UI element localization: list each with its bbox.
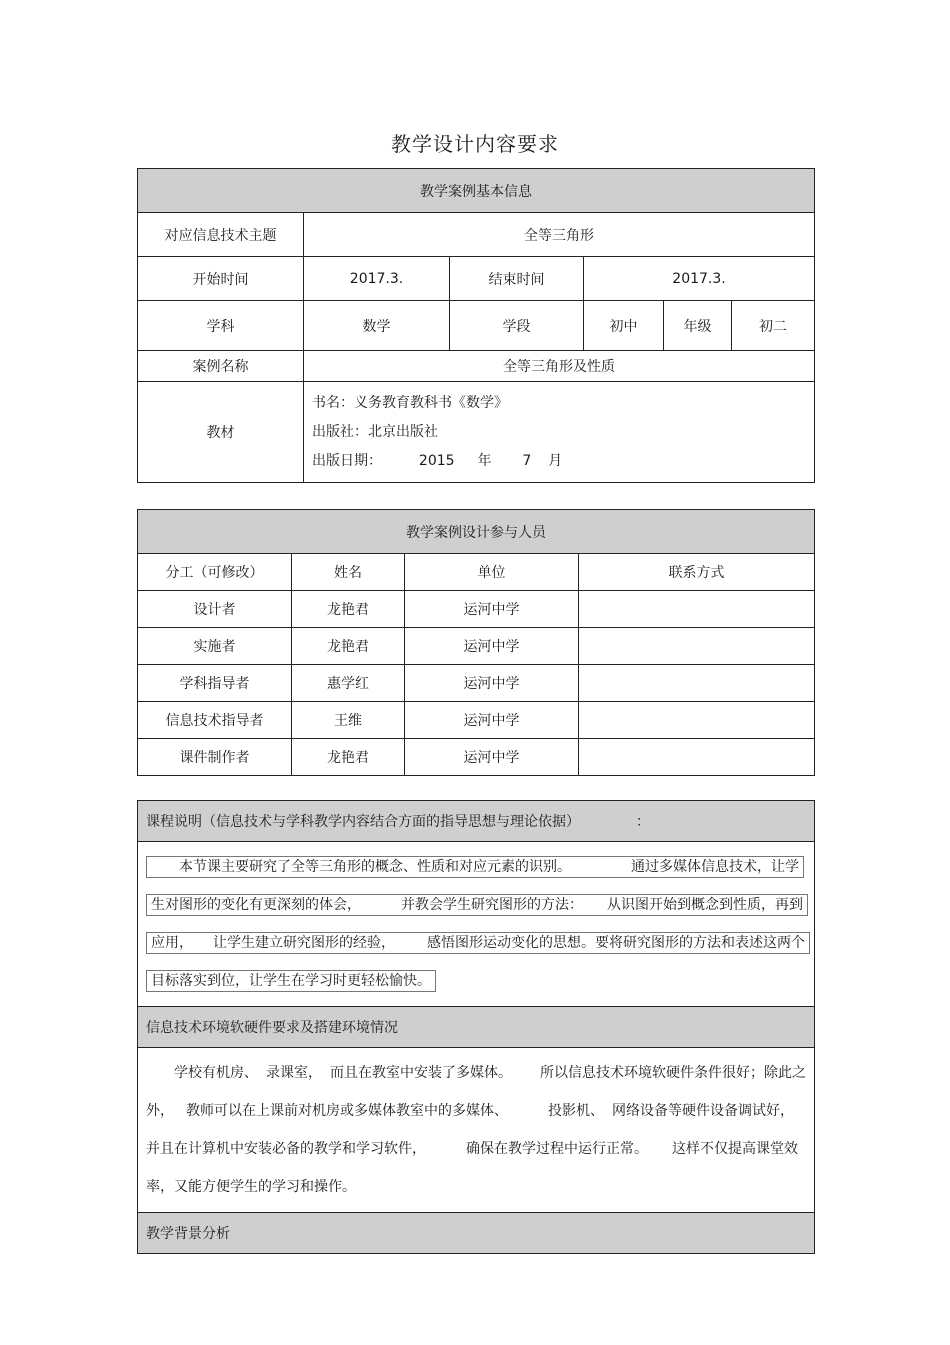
publish-year: 2015 (418, 452, 455, 469)
case-name-label: 案例名称 (138, 351, 304, 382)
teaching-background-header: 教学背景分析 (138, 1213, 815, 1254)
page-title: 教学设计内容要求 (391, 132, 559, 156)
stage-value: 初中 (584, 301, 664, 351)
column-header-unit: 单位 (405, 554, 579, 591)
course-description-text: 本节课主要研究了全等三角形的概念、性质和对应元素的识别。 通过多媒体信息技术，让学生对图形的变化有更深刻的体会， 并教会学生研究图形的方法： 从识图开始到概念到性质，再到应用， 让学生建立研究图形的经验， 感悟图形运动变化的思想。要将研究图形的方法和表述这两个目标落实到位，让学生在学习时更轻松愉快。 (146, 856, 810, 992)
sections-table (137, 800, 815, 1254)
publish-date (312, 447, 814, 476)
course-description-header (138, 801, 815, 842)
table-row (138, 739, 815, 776)
participants-table (137, 509, 815, 776)
column-header-role: 分工（可修改） (138, 554, 292, 591)
role-cell: 学科指导者 (138, 665, 292, 702)
topic-label: 对应信息技术主题 (138, 213, 304, 257)
unit-cell: 运河中学 (405, 591, 579, 628)
year-unit: 年 (477, 452, 492, 469)
column-header-name: 姓名 (292, 554, 405, 591)
contact-cell (579, 591, 815, 628)
grade-label: 年级 (664, 301, 732, 351)
course-description-colon: ： (636, 814, 650, 830)
environment-header: 信息技术环境软硬件要求及搭建环境情况 (138, 1007, 815, 1048)
textbook-label: 教材 (138, 382, 304, 483)
book-name: 书名：义务教育教科书《数学》 (312, 394, 508, 411)
table-row (138, 665, 815, 702)
end-time-label: 结束时间 (450, 257, 584, 301)
unit-cell: 运河中学 (405, 739, 579, 776)
unit-cell: 运河中学 (405, 702, 579, 739)
environment-body: 学校有机房、 录课室， 而且在教室中安装了多媒体。 所以信息技术环境软硬件条件很好；除此之外， 教师可以在上课前对机房或多媒体教室中的多媒体、 投影机、 网络设备等硬件设备调试好，并且在计算机中安装必备的教学和学习软件， 确保在教学过程中运行正常。 这样不仅提高课堂效率，又能方便学生的学习和操作。 (138, 1048, 815, 1213)
table-row (138, 591, 815, 628)
column-header-contact: 联系方式 (579, 554, 815, 591)
textbook-info (304, 382, 815, 483)
role-cell: 课件制作者 (138, 739, 292, 776)
course-description-body (138, 842, 815, 1007)
month-unit: 月 (548, 452, 563, 469)
basic-info-table (137, 168, 815, 483)
name-cell: 惠学红 (292, 665, 405, 702)
contact-cell (579, 628, 815, 665)
name-cell: 龙艳君 (292, 628, 405, 665)
name-cell: 龙艳君 (292, 739, 405, 776)
topic-value: 全等三角形 (304, 213, 815, 257)
end-time-value: 2017.3. (584, 257, 815, 301)
stage-label: 学段 (450, 301, 584, 351)
contact-cell (579, 702, 815, 739)
name-cell: 王维 (292, 702, 405, 739)
role-cell: 设计者 (138, 591, 292, 628)
contact-cell (579, 665, 815, 702)
grade-value: 初二 (732, 301, 815, 351)
publisher: 出版社：北京出版社 (312, 423, 438, 440)
name-cell: 龙艳君 (292, 591, 405, 628)
publish-month: 7 (522, 452, 532, 469)
contact-cell (579, 739, 815, 776)
table-row (138, 702, 815, 739)
start-time-label: 开始时间 (138, 257, 304, 301)
unit-cell: 运河中学 (405, 628, 579, 665)
role-cell: 信息技术指导者 (138, 702, 292, 739)
course-description-title: 课程说明（信息技术与学科教学内容结合方面的指导思想与理论依据） (146, 814, 580, 830)
publish-date-label: 出版日期： (312, 452, 382, 469)
table-row (138, 628, 815, 665)
subject-value: 数学 (304, 301, 450, 351)
start-time-value: 2017.3. (304, 257, 450, 301)
basic-info-header: 教学案例基本信息 (138, 169, 815, 213)
role-cell: 实施者 (138, 628, 292, 665)
unit-cell: 运河中学 (405, 665, 579, 702)
participants-header: 教学案例设计参与人员 (138, 510, 815, 554)
case-name-value: 全等三角形及性质 (304, 351, 815, 382)
subject-label: 学科 (138, 301, 304, 351)
